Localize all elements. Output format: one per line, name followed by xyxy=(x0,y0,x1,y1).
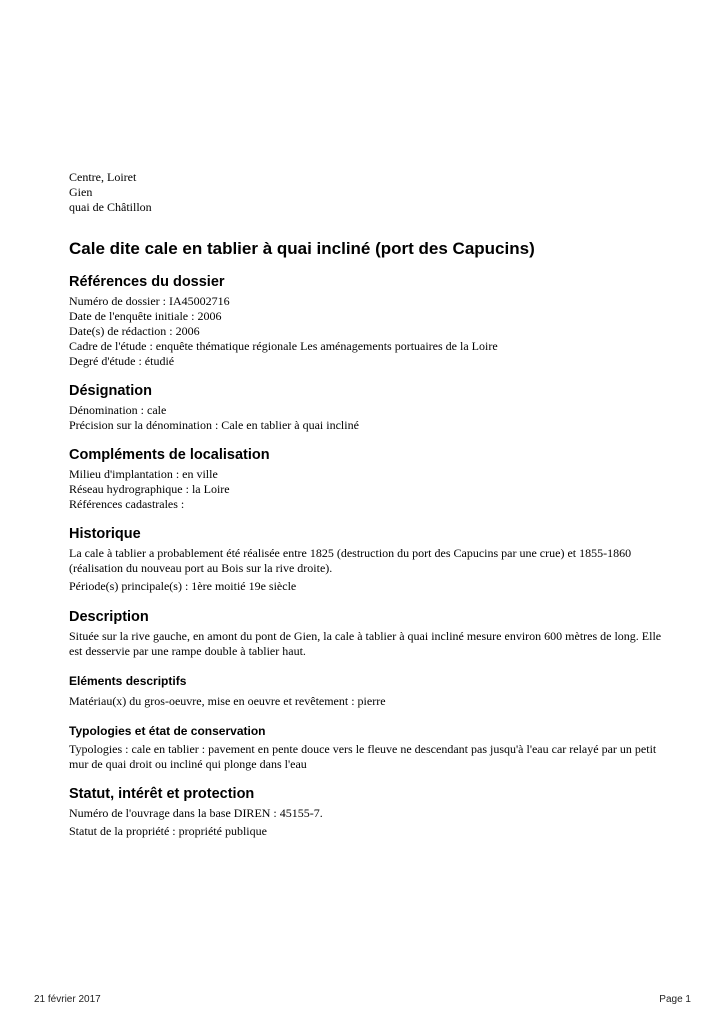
section-statut xyxy=(69,785,669,839)
field-precision-denomination: Précision sur la dénomination : Cale en tablier à quai incliné xyxy=(69,418,359,432)
document-body xyxy=(69,170,669,839)
references-heading: Références du dossier xyxy=(69,274,225,290)
subsection-elements-descriptifs xyxy=(69,674,669,709)
field-date-enquete: Date de l'enquête initiale : 2006 xyxy=(69,309,222,323)
field-periode-principale: Période(s) principale(s) : 1ère moitié 19e siècle xyxy=(69,579,297,593)
field-numero-ouvrage: Numéro de l'ouvrage dans la base DIREN : 45155-7. xyxy=(69,806,323,820)
field-materiaux: Matériau(x) du gros-oeuvre, mise en oeuvre et revêtement : pierre xyxy=(69,694,386,708)
historique-heading: Historique xyxy=(69,526,141,542)
section-description xyxy=(69,608,669,772)
field-statut-propriete: Statut de la propriété : propriété publique xyxy=(69,824,267,838)
section-localisation xyxy=(69,446,669,512)
field-degre-etude: Degré d'étude : étudié xyxy=(69,354,175,368)
section-historique xyxy=(69,525,669,594)
section-references xyxy=(69,273,669,369)
footer-date: 21 février 2017 xyxy=(34,994,101,1005)
designation-heading: Désignation xyxy=(69,383,152,399)
typologies-heading: Typologies et état de conservation xyxy=(69,724,266,738)
location-address: quai de Châtillon xyxy=(69,200,152,214)
historique-text: La cale à tablier a probablement été réalisée entre 1825 (destruction du port des Capucins par une crue) et 1855-1860 (réalisation du nouveau port au Bois sur la rive droite). xyxy=(69,546,632,575)
statut-heading: Statut, intérêt et protection xyxy=(69,786,255,802)
location-region: Centre, Loiret xyxy=(69,170,137,184)
field-denomination: Dénomination : cale xyxy=(69,403,167,417)
description-heading: Description xyxy=(69,609,149,625)
field-milieu-implantation: Milieu d'implantation : en ville xyxy=(69,467,218,481)
field-references-cadastrales: Références cadastrales : xyxy=(69,497,185,511)
field-date-redaction: Date(s) de rédaction : 2006 xyxy=(69,324,200,338)
field-typologies: Typologies : cale en tablier : pavement en pente douce vers le fleuve ne descendant pas jusqu'à l'eau car relayé par un petit mur de quai droit ou incliné qui plonge dans l'eau xyxy=(69,742,657,771)
description-text: Située sur la rive gauche, en amont du pont de Gien, la cale à tablier à quai incliné mesure environ 600 mètres de long. Elle est desservie par une rampe double à tablier haut. xyxy=(69,629,662,658)
footer-page-number: Page 1 xyxy=(659,994,691,1005)
field-numero-dossier: Numéro de dossier : IA45002716 xyxy=(69,294,230,308)
field-cadre-etude: Cadre de l'étude : enquête thématique régionale Les aménagements portuaires de la Loire xyxy=(69,339,498,353)
field-reseau-hydrographique: Réseau hydrographique : la Loire xyxy=(69,482,230,496)
location-commune: Gien xyxy=(69,185,93,199)
section-designation xyxy=(69,382,669,433)
localisation-heading: Compléments de localisation xyxy=(69,447,270,463)
document-title: Cale dite cale en tablier à quai incliné (port des Capucins) xyxy=(69,239,535,258)
elements-descriptifs-heading: Eléments descriptifs xyxy=(69,674,187,688)
location-block xyxy=(69,170,669,215)
subsection-typologies xyxy=(69,724,669,772)
